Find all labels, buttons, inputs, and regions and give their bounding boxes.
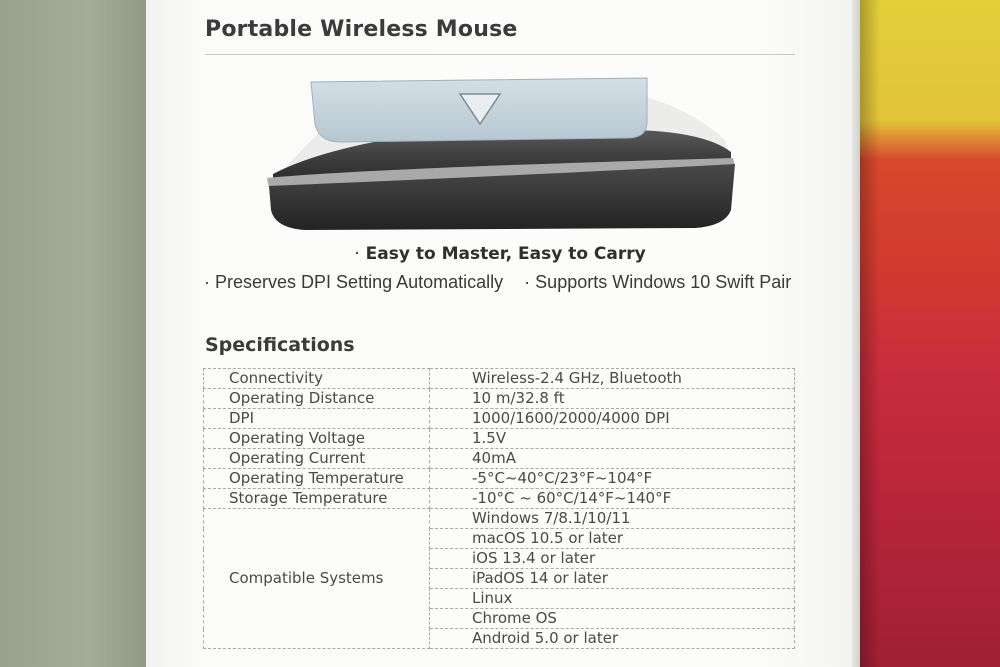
- box-shadow: [858, 0, 880, 667]
- feature-list: [204, 272, 791, 293]
- title-divider: [205, 54, 795, 55]
- spec-label-compatible: Compatible Systems: [204, 509, 430, 649]
- specifications-title: Specifications: [205, 334, 355, 356]
- table-row: [204, 429, 795, 449]
- compatible-system: Windows 7/8.1/10/11: [430, 509, 795, 529]
- spec-label: Operating Current: [204, 449, 430, 469]
- specifications-table: [203, 368, 795, 649]
- headline: [0, 244, 1000, 264]
- compatible-system: Chrome OS: [430, 609, 795, 629]
- spec-value: 40mA: [430, 449, 795, 469]
- spec-value: -10°C ~ 60°C/14°F~140°F: [430, 489, 795, 509]
- table-row: [204, 449, 795, 469]
- compatible-system: Linux: [430, 589, 795, 609]
- table-row: [204, 409, 795, 429]
- feature-bullet: ·: [524, 272, 531, 292]
- compatible-system: Android 5.0 or later: [430, 629, 795, 649]
- spec-value: 10 m/32.8 ft: [430, 389, 795, 409]
- spec-value: Wireless-2.4 GHz, Bluetooth: [430, 369, 795, 389]
- table-row: [204, 489, 795, 509]
- feature-swift-pair: Supports Windows 10 Swift Pair: [535, 272, 792, 292]
- spec-value: 1.5V: [430, 429, 795, 449]
- background-wall: [0, 0, 148, 667]
- compatible-system: macOS 10.5 or later: [430, 529, 795, 549]
- spec-value: 1000/1600/2000/4000 DPI: [430, 409, 795, 429]
- spec-label: DPI: [204, 409, 430, 429]
- spec-value: -5°C~40°C/23°F~104°F: [430, 469, 795, 489]
- product-title: Portable Wireless Mouse: [205, 17, 518, 42]
- spec-label: Operating Distance: [204, 389, 430, 409]
- table-row: [204, 469, 795, 489]
- headline-bullet: ·: [354, 244, 360, 264]
- spec-label: Connectivity: [204, 369, 430, 389]
- box-edge: [852, 0, 860, 667]
- compatible-system: iPadOS 14 or later: [430, 569, 795, 589]
- table-row: [204, 509, 795, 529]
- feature-bullet: ·: [204, 272, 210, 292]
- compatible-system: iOS 13.4 or later: [430, 549, 795, 569]
- spec-label: Operating Voltage: [204, 429, 430, 449]
- headline-text: Easy to Master, Easy to Carry: [365, 244, 646, 264]
- spec-label: Operating Temperature: [204, 469, 430, 489]
- feature-dpi: Preserves DPI Setting Automatically: [215, 272, 504, 292]
- table-row: [204, 369, 795, 389]
- mouse-product-image: [255, 60, 745, 240]
- spec-label: Storage Temperature: [204, 489, 430, 509]
- table-row: [204, 389, 795, 409]
